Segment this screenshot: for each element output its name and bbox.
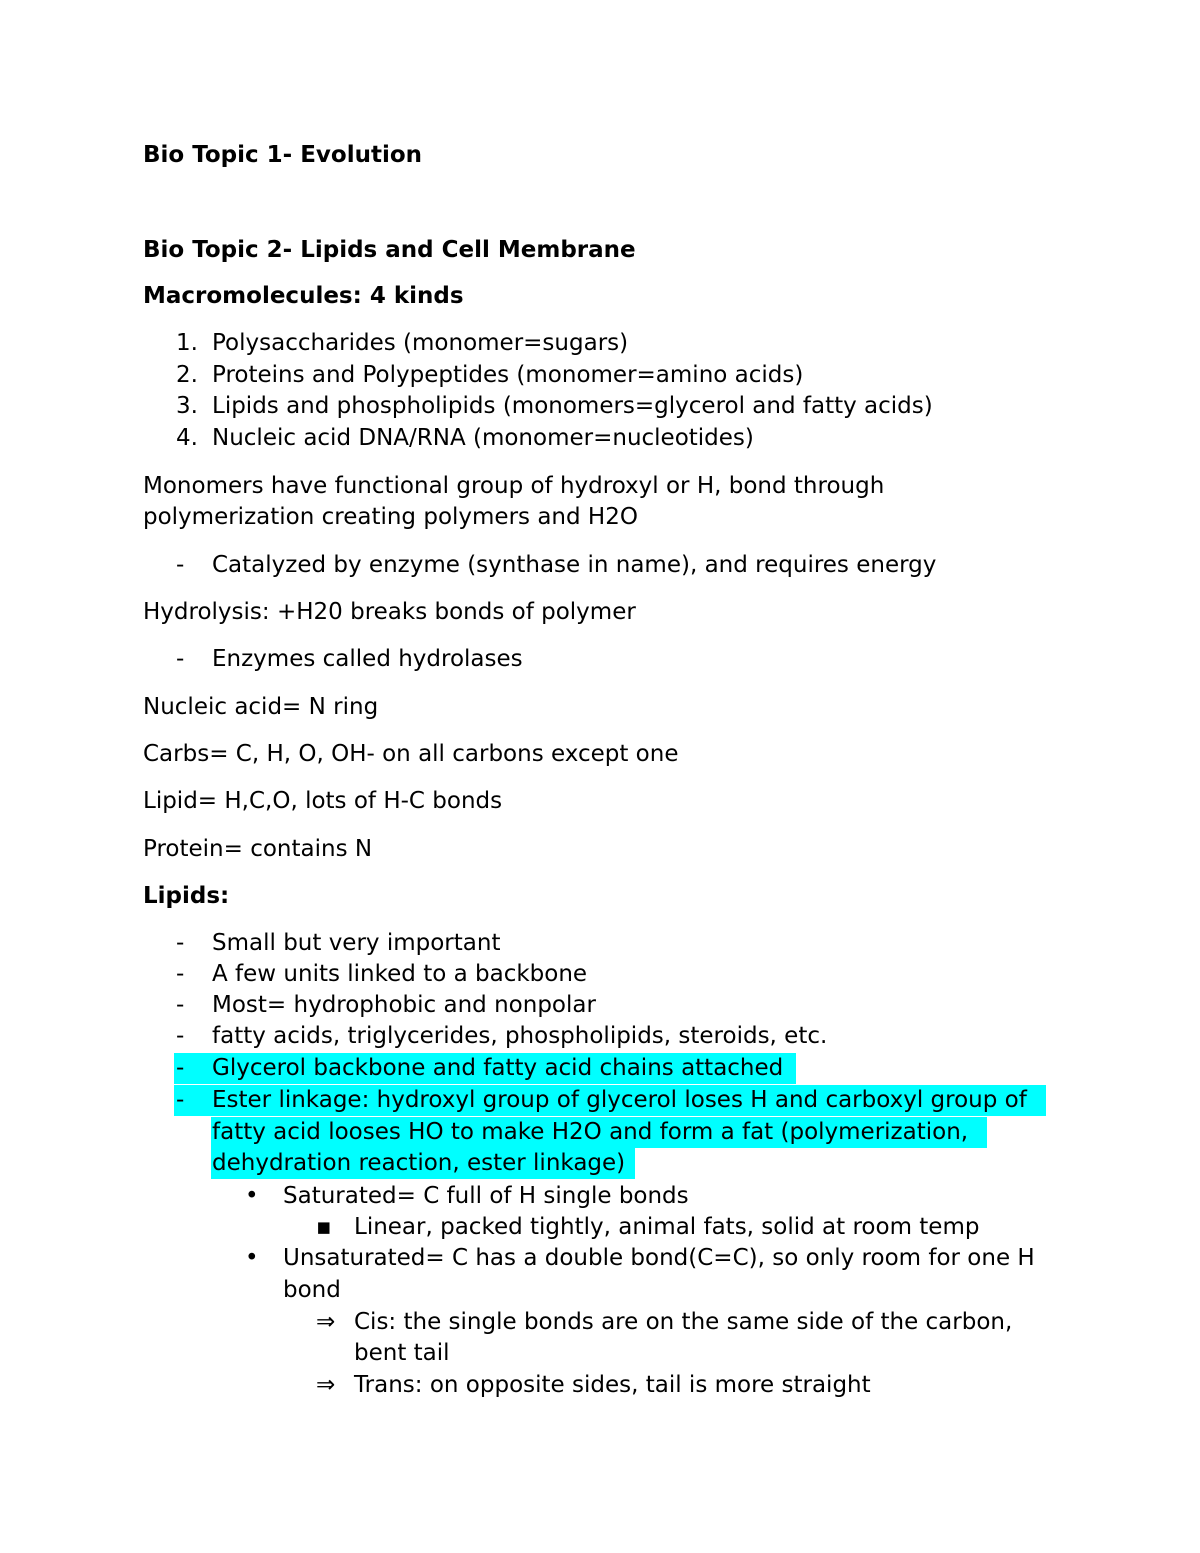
macromolecules-heading: Macromolecules: 4 kinds — [143, 283, 464, 309]
unsaturated-line-2: bond — [283, 1277, 341, 1303]
square-bullet: ▪ — [316, 1214, 332, 1240]
ester-line-2-highlighted: fatty acid looses HO to make H2O and form a fat (polymerization, — [212, 1119, 969, 1145]
dash-bullet: - — [176, 961, 185, 987]
dash-bullet: - — [176, 552, 185, 578]
ester-line-1-highlighted: Ester linkage: hydroxyl group of glycerol loses H and carboxyl group of — [212, 1087, 1027, 1113]
nucleic-acid-line: Nucleic acid= N ring — [143, 694, 379, 720]
list-number: 3. — [176, 393, 198, 419]
list-number: 4. — [176, 425, 198, 451]
arrow-bullet: ⇒ — [316, 1372, 336, 1398]
monomers-paragraph-line-2: polymerization creating polymers and H2O — [143, 504, 638, 530]
dash-bullet: - — [176, 1023, 185, 1049]
list-number: 1. — [176, 330, 198, 356]
dash-bullet: - — [176, 992, 185, 1018]
list-item: Most= hydrophobic and nonpolar — [212, 992, 596, 1018]
arrow-bullet: ⇒ — [316, 1309, 336, 1335]
hydrolases-bullet: Enzymes called hydrolases — [212, 646, 523, 672]
monomers-paragraph-line-1: Monomers have functional group of hydroxyl or H, bond through — [143, 473, 885, 499]
list-item: Polysaccharides (monomer=sugars) — [212, 330, 629, 356]
list-item: Proteins and Polypeptides (monomer=amino acids) — [212, 362, 804, 388]
topic-1-heading: Bio Topic 1- Evolution — [143, 142, 423, 168]
list-number: 2. — [176, 362, 198, 388]
lipid-line: Lipid= H,C,O, lots of H-C bonds — [143, 788, 503, 814]
saturated-bullet: Saturated= C full of H single bonds — [283, 1183, 689, 1209]
dash-bullet: - — [176, 646, 185, 672]
unsaturated-line-1: Unsaturated= C has a double bond(C=C), so only room for one H — [283, 1245, 1035, 1271]
cis-line-2: bent tail — [354, 1340, 450, 1366]
catalyzed-bullet: Catalyzed by enzyme (synthase in name), and requires energy — [212, 552, 937, 578]
dash-bullet: - — [176, 1055, 185, 1081]
topic-2-heading: Bio Topic 2- Lipids and Cell Membrane — [143, 237, 636, 263]
hydrolysis-line: Hydrolysis: +H20 breaks bonds of polymer — [143, 599, 636, 625]
dash-bullet: - — [176, 930, 185, 956]
list-item: Nucleic acid DNA/RNA (monomer=nucleotides) — [212, 425, 754, 451]
protein-line: Protein= contains N — [143, 836, 373, 862]
dot-bullet: • — [245, 1183, 259, 1209]
glycerol-bullet-highlighted: Glycerol backbone and fatty acid chains attached — [212, 1055, 784, 1081]
list-item: Small but very important — [212, 930, 501, 956]
dash-bullet: - — [176, 1087, 185, 1113]
list-item: A few units linked to a backbone — [212, 961, 588, 987]
carbs-line: Carbs= C, H, O, OH- on all carbons except one — [143, 741, 679, 767]
lipids-heading: Lipids: — [143, 883, 230, 909]
ester-line-3-highlighted: dehydration reaction, ester linkage) — [212, 1150, 626, 1176]
dot-bullet: • — [245, 1245, 259, 1271]
list-item: Lipids and phospholipids (monomers=glycerol and fatty acids) — [212, 393, 933, 419]
list-item: fatty acids, triglycerides, phospholipids, steroids, etc. — [212, 1023, 828, 1049]
cis-line-1: Cis: the single bonds are on the same side of the carbon, — [354, 1309, 1013, 1335]
saturated-sub-bullet: Linear, packed tightly, animal fats, solid at room temp — [354, 1214, 980, 1240]
trans-line: Trans: on opposite sides, tail is more straight — [354, 1372, 871, 1398]
